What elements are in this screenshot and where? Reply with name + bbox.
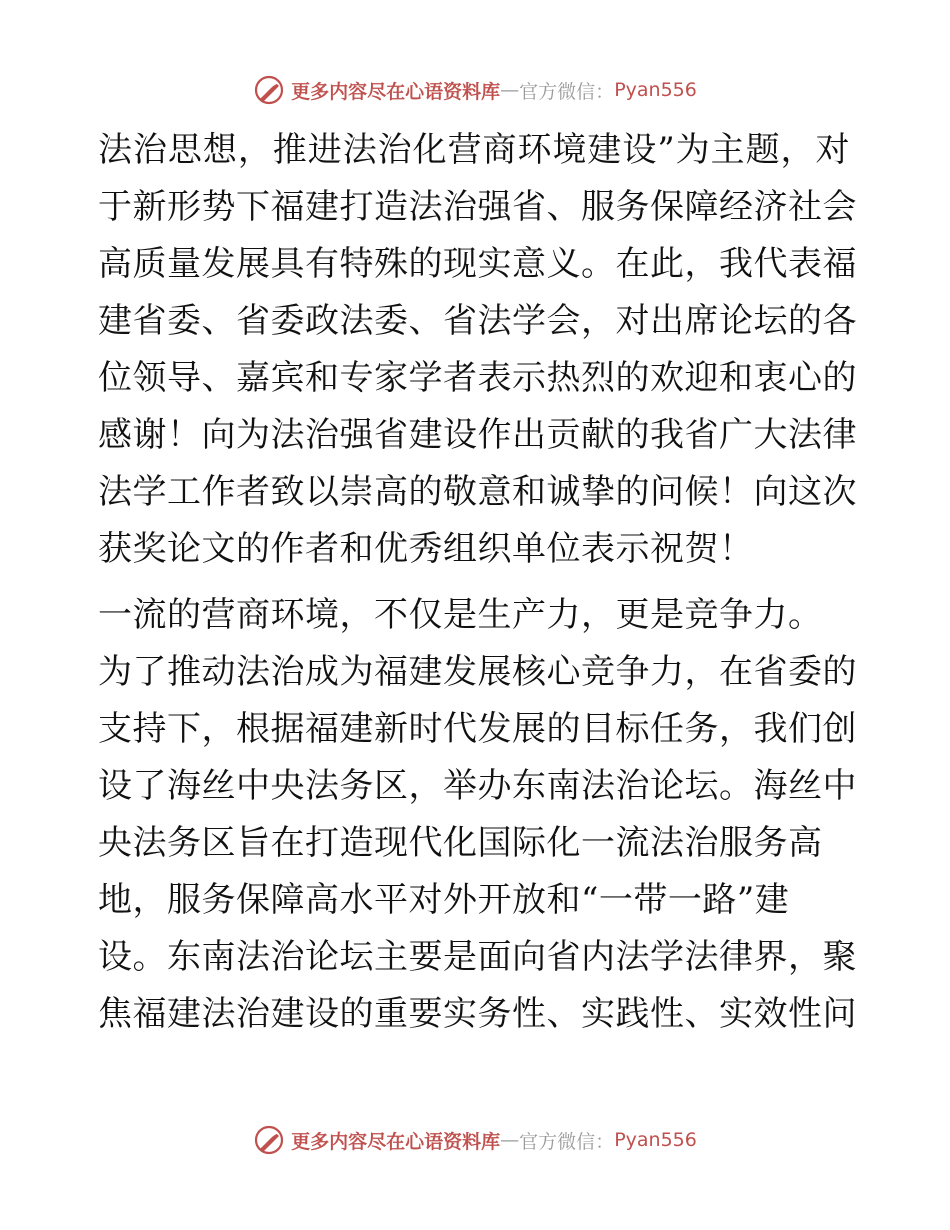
text-line: 设了海丝中央法务区，举办东南法治论坛。海丝中: [98, 766, 857, 806]
quill-logo-icon: [253, 1124, 285, 1156]
text-line: 位领导、嘉宾和专家学者表示热烈的欢迎和衷心的: [98, 358, 857, 398]
text-line: 感谢！向为法治强省建设作出贡献的我省广大法律: [98, 415, 857, 455]
text-line: 获奖论文的作者和优秀组织单位表示祝贺！: [98, 529, 754, 569]
watermark-separator: —: [500, 1129, 520, 1151]
watermark-label: 官方微信：: [519, 80, 615, 103]
footer-watermark: [0, 1122, 950, 1158]
watermark-wechat-id: Pyan556: [614, 79, 697, 101]
text-line: 设。东南法治论坛主要是面向省内法学法律界，聚: [98, 937, 857, 977]
text-line: 法学工作者致以崇高的敬意和诚挚的问候！向这次: [98, 472, 857, 512]
watermark-separator: —: [500, 79, 520, 101]
text-line: 为了推动法治成为福建发展核心竞争力，在省委的: [98, 652, 857, 692]
text-line: 支持下，根据福建新时代发展的目标任务，我们创: [98, 709, 857, 749]
watermark-wechat-id: Pyan556: [614, 1129, 697, 1151]
text-line: 法治思想，推进法治化营商环境建设”为主题，对: [98, 130, 850, 170]
watermark-label: 官方微信：: [519, 1130, 615, 1153]
text-line: 地，服务保障高水平对外开放和“一带一路”建: [98, 880, 790, 920]
text-line: 高质量发展具有特殊的现实意义。在此，我代表福: [98, 244, 857, 284]
paragraph: [98, 122, 857, 578]
text-line: 一流的营商环境，不仅是生产力，更是竞争力。: [98, 595, 823, 635]
text-line: 焦福建法治建设的重要实务性、实践性、实效性问: [98, 994, 857, 1034]
watermark-main-text: 更多内容尽在心语资料库: [291, 1130, 501, 1153]
quill-logo-icon: [253, 74, 285, 106]
text-line: 于新形势下福建打造法治强省、服务保障经济社会: [98, 187, 857, 227]
watermark-main-text: 更多内容尽在心语资料库: [291, 80, 501, 103]
document-body: [98, 122, 857, 1043]
text-line: 央法务区旨在打造现代化国际化一流法治服务高: [98, 823, 823, 863]
paragraph: [98, 587, 857, 1043]
text-line: 建省委、省委政法委、省法学会，对出席论坛的各: [98, 301, 857, 341]
header-watermark: [0, 72, 950, 108]
